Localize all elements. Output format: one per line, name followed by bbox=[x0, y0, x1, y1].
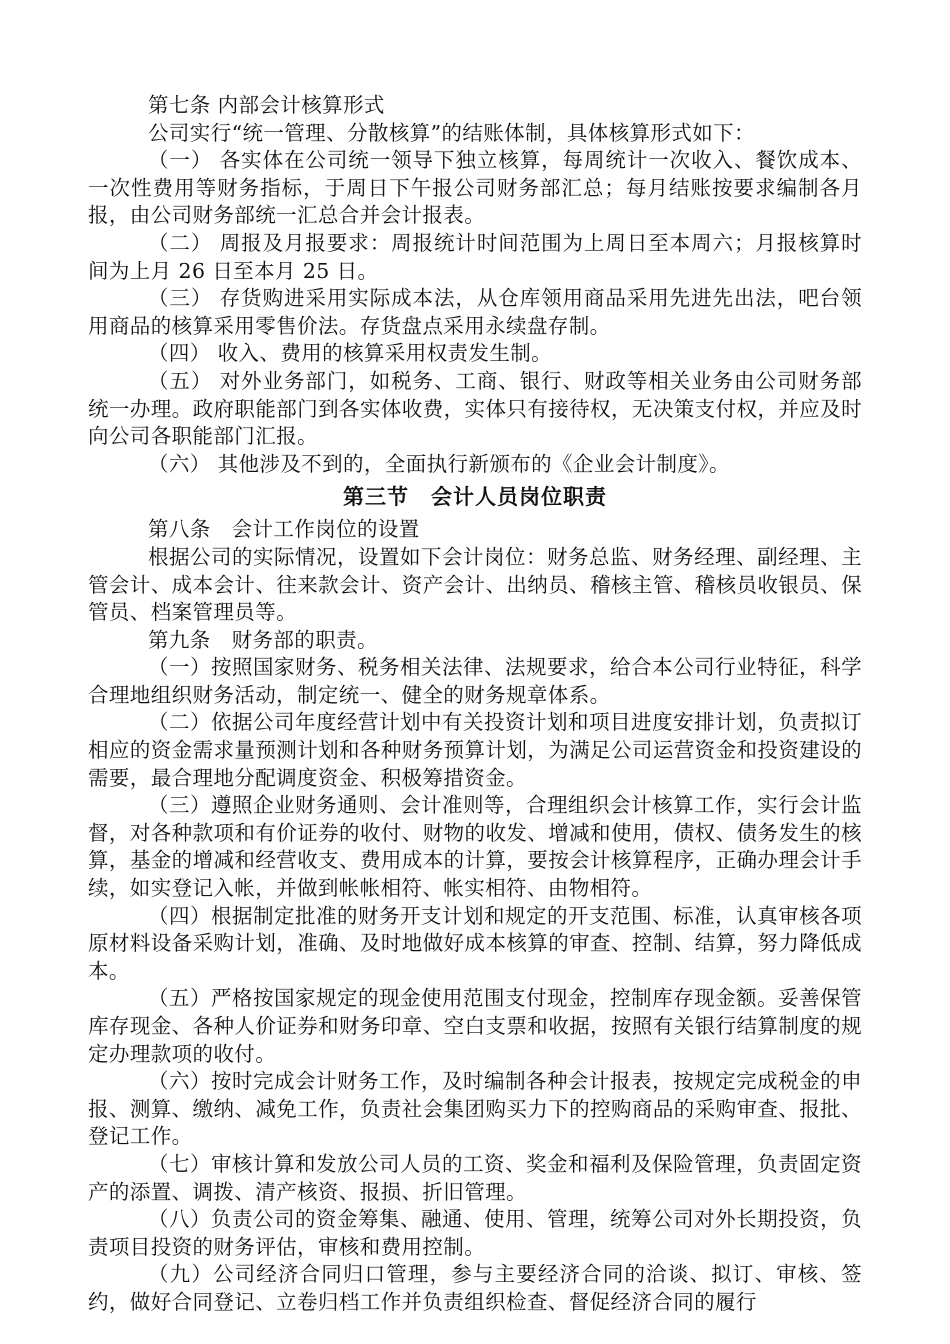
article-9-item-4: （四）根据制定批准的财务开支计划和规定的开支范围、标准，认真审核各项原材料设备采购计划，准确、及时地做好成本核算的审查、控制、结算，努力降低成本。 bbox=[88, 903, 862, 983]
article-9-title: 第九条 财务部的职责。 bbox=[148, 627, 378, 652]
article-8-body: 根据公司的实际情况，设置如下会计岗位：财务总监、财务经理、副经理、主管会计、成本会计、往来款会计、资产会计、出纳员、稽核主管、稽核员收银员、保管员、档案管理员等。 bbox=[88, 544, 862, 625]
section-heading: 第三节 会计人员岗位职责 bbox=[343, 485, 607, 510]
article-9-item-2: （二）依据公司年度经营计划中有关投资计划和项目进度安排计划，负责拟订相应的资金需求量预测计划和各种财务预算计划，为满足公司运营资金和投资建设的需要，最合理地分配调度资金、积极筹措资金。 bbox=[88, 710, 862, 790]
article-9-item-7: （七）审核计算和发放公司人员的工资、奖金和福利及保险管理，负责固定资产的添置、调拨、清产核资、报损、折旧管理。 bbox=[88, 1151, 862, 1204]
article-8-title: 第八条 会计工作岗位的设置 bbox=[148, 517, 420, 542]
article-9-item-1: （一）按照国家财务、税务相关法律、法规要求，给合本公司行业特征，科学合理地组织财务活动，制定统一、健全的财务规章体系。 bbox=[88, 655, 862, 707]
article-7-title: 第七条 内部会计核算形式 bbox=[148, 93, 385, 117]
article-7-item-4: （四） 收入、费用的核算采用权责发生制。 bbox=[148, 341, 553, 366]
article-7-item-6: （六） 其他涉及不到的，全面执行新颁布的《企业会计制度》。 bbox=[148, 451, 730, 476]
article-9-item-6: （六）按时完成会计财务工作，及时编制各种会计报表，按规定完成税金的申报、测算、缴纳、减免工作，负责社会集团购买力下的控购商品的采购审查、报批、登记工作。 bbox=[88, 1069, 862, 1149]
article-7-item-1: （一） 各实体在公司统一领导下独立核算，每周统计一次收入、餐饮成本、一次性费用等财务指标，于周日下午报公司财务部汇总；每月结账按要求编制各月报，由公司财务部统一汇总合并会计报表。 bbox=[88, 148, 862, 228]
article-9-item-9: （九）公司经济合同归口管理，参与主要经济合同的洽谈、拟订、审核、签约，做好合同登记、立卷归档工作并负责组织检查、督促经济合同的履行 bbox=[88, 1262, 862, 1314]
document-page bbox=[88, 92, 862, 1317]
article-7-item-2: （二） 周报及月报要求：周报统计时间范围为上周日至本周六；月报核算时间为上月 26 日至本月 25 日。 bbox=[88, 230, 862, 283]
article-7-intro: 公司实行“统一管理、分散核算”的结账体制，具体核算形式如下： bbox=[148, 120, 755, 145]
article-9-item-5: （五）严格按国家规定的现金使用范围支付现金，控制库存现金额。妥善保管库存现金、各种人价证券和财务印章、空白支票和收据，按照有关银行结算制度的规定办理款项的收付。 bbox=[88, 986, 862, 1066]
article-9-item-8: （八）负责公司的资金筹集、融通、使用、管理，统筹公司对外长期投资，负责项目投资的财务评估，审核和费用控制。 bbox=[88, 1207, 862, 1259]
article-9-item-3: （三）遵照企业财务通则、会计准则等，合理组织会计核算工作，实行会计监督，对各种款项和有价证券的收付、财物的收发、增减和使用，债权、债务发生的核算，基金的增减和经营收支、费用成本的计算，要按会计核算程序，正确办理会计手续，如实登记入帐，并做到帐帐相符、帐实相符、由物相符。 bbox=[88, 793, 862, 901]
article-7-item-5: （五） 对外业务部门，如税务、工商、银行、财政等相关业务由公司财务部统一办理。政府职能部门到各实体收费，实体只有接待权，无决策支付权，并应及时向公司各职能部门汇报。 bbox=[88, 368, 862, 449]
article-7-item-3: （三） 存货购进采用实际成本法，从仓库领用商品采用先进先出法，吧台领用商品的核算采用零售价法。存货盘点采用永续盘存制。 bbox=[88, 286, 862, 338]
